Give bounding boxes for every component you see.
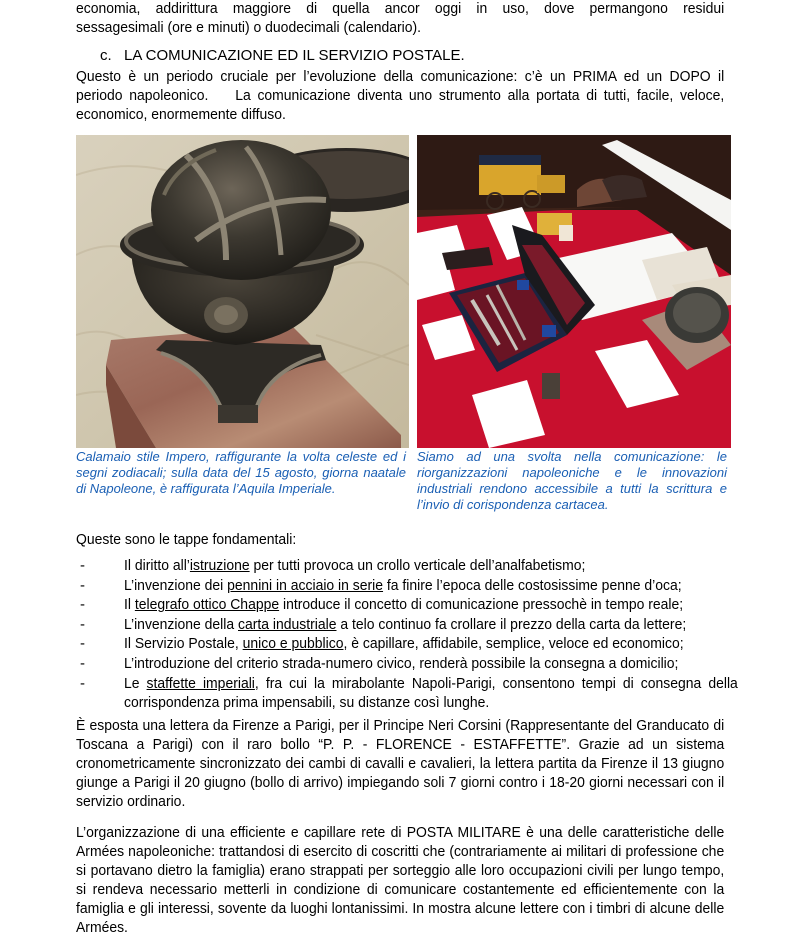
display-case-caption: Siamo ad una svolta nella comunicazione: le riorganizzazioni napoleoniche e le innovazioni industriali rendono accessibile a tutti la scrittura e l’invio di corispondenza cartacea. — [417, 449, 727, 512]
list-item-text — [124, 674, 738, 713]
list-item-underlined: istruzione — [189, 557, 250, 574]
list-item-text-after: introduce il concetto di comunicazione pressochè in tempo reale; — [279, 596, 684, 614]
list-dash: - — [80, 635, 85, 653]
list-item-text-before: L’invenzione della — [124, 615, 239, 633]
section-heading — [100, 46, 465, 65]
list-item — [76, 556, 736, 576]
list-item-text-after: , fra cui la mirabolante Napoli-Parigi, consentono tempi di consegna della corrispondenza prima impensabili, su distanze così lunghe. — [124, 674, 738, 712]
list-item-text — [124, 576, 738, 596]
list-item-text-before: L’introduzione del criterio strada-numero civico, renderà possibile la consegna a domicilio; — [124, 654, 679, 672]
letter-paragraph — [76, 716, 724, 811]
section-intro-line-2: periodo napoleonico. La comunicazione diventa uno strumento alla portata di tutti, facile, veloce, — [76, 87, 725, 104]
list-item — [76, 595, 736, 615]
list-dash: - — [80, 654, 85, 672]
inkwell-caption: Calamaio stile Impero, raffigurante la volta celeste ed i segni zodiacali; sulla data del 15 agosto, giorna naatale di Napoleone, è raffigurata l’Aquila Imperiale. — [76, 449, 406, 496]
section-label: c. — [100, 47, 112, 64]
intro-line-2: sessagesimali (ore e minuti) o duodecimali (calendario). — [76, 19, 422, 36]
inkwell-photo — [76, 135, 409, 448]
display-case-photo — [417, 135, 731, 448]
list-item — [76, 615, 736, 635]
list-item-text-before: L’invenzione dei — [124, 576, 228, 594]
list-intro-text: Queste sono le tappe fondamentali: — [76, 531, 297, 548]
list-item-text-before: Il diritto all’ — [124, 557, 190, 574]
section-intro-line-3: economico, enormemente diffuso. — [76, 106, 286, 123]
list-item-text — [124, 615, 738, 635]
list-item-text-before: Il — [124, 596, 135, 614]
list-item-text-before: Le — [124, 674, 147, 692]
list-item-text-before: Il Servizio Postale, — [124, 635, 243, 653]
list-item-text — [124, 595, 738, 615]
list-item-text-after: , è capillare, affidabile, semplice, veloce ed economico; — [343, 635, 684, 653]
list-item-underlined: carta industriale — [238, 615, 337, 633]
letter-paragraph-text: È esposta una lettera da Firenze a Parigi, per il Principe Neri Corsini (Rappresentante del Granducato di Toscana a Parigi) con il raro bollo “P. P. - FLORENCE - ESTAFFETTE”. Grazie ad un sistema cronometricamente sincronizzato dei cambi di cavalli e cavalieri, la lettera partita da Firenze il 13 giugno giunge a Parigi il 20 giugno (bollo di arrivo) impiegando soli 7 giorni contro i 18-20 giorni necessari con il servizio ordinario. — [76, 717, 725, 810]
list-dash: - — [80, 557, 85, 574]
list-dash: - — [80, 674, 85, 692]
list-item-underlined: pennini in acciaio in serie — [227, 576, 384, 594]
list-item-text — [124, 654, 738, 674]
list-item-text-after: fa finire l’epoca delle costosissime penne d’oca; — [383, 576, 682, 594]
military-post-paragraph-text: L’organizzazione di una efficiente e capillare rete di POSTA MILITARE è una delle caratteristiche delle Armées napoleoniche: trattandosi di esercito di coscritti che (contrariamente ai militari di professione che si portavano dietro la famiglia) erano strappati per sorteggio alle loro occupazioni civili per lungo tempo, si rendeva necessario metterli in condizione di comunicare costantemente ed efficientemente con la famiglia e gli interessi, sovente da luoghi lontanissimi. In mostra alcune lettere con i timbri di alcune delle Armées. — [76, 824, 725, 936]
list-item-text-after: a telo continuo fa crollare il prezzo della carta da lettere; — [336, 615, 687, 633]
list-item-underlined: unico e pubblico — [242, 635, 344, 653]
list-item-text — [124, 634, 738, 654]
list-dash: - — [80, 576, 85, 594]
section-intro-line-1: Questo è un periodo cruciale per l’evoluzione della comunicazione: c’è un PRIMA ed un DOPO il — [76, 68, 725, 85]
list-item — [76, 634, 736, 654]
display-case-image — [417, 135, 731, 448]
list-item-underlined: staffette imperiali — [146, 674, 255, 692]
list-dash: - — [80, 596, 85, 614]
section-intro-paragraph — [76, 67, 724, 124]
list-item — [76, 674, 736, 713]
section-title: LA COMUNICAZIONE ED IL SERVIZIO POSTALE. — [124, 47, 465, 64]
list-item-text — [124, 556, 738, 576]
list-item — [76, 654, 736, 674]
list-intro — [76, 530, 724, 549]
intro-paragraph — [76, 0, 724, 37]
milestones-list — [76, 556, 736, 713]
list-item-underlined: telegrafo ottico Chappe — [134, 596, 280, 614]
inkwell-image — [76, 135, 409, 448]
list-item-text-after: per tutti provoca un crollo verticale dell’analfabetismo; — [249, 557, 586, 574]
list-item — [76, 576, 736, 596]
intro-line-1: economia, addirittura maggiore di quella ancor oggi in uso, dove permangono residui — [76, 0, 725, 17]
list-dash: - — [80, 615, 85, 633]
military-post-paragraph — [76, 823, 724, 937]
